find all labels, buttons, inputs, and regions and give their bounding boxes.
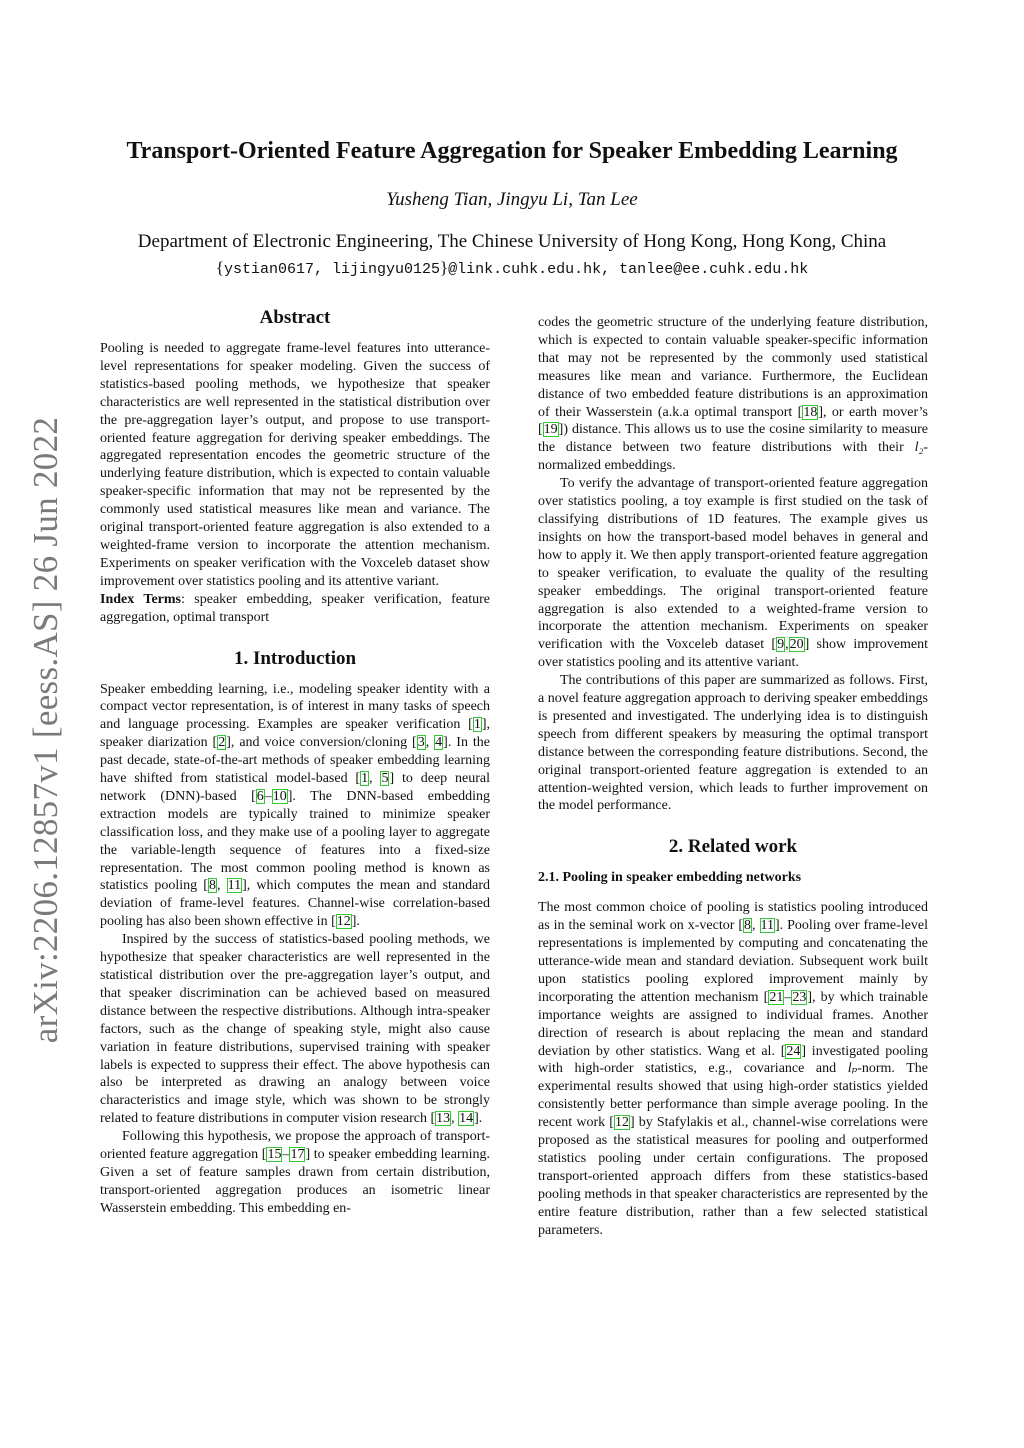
email-domain: @link.cuhk.edu.hk, tanlee@ee.cuhk.edu.hk bbox=[448, 261, 809, 278]
related-work-heading: 2. Related work bbox=[668, 836, 798, 858]
citation-link[interactable]: 18 bbox=[803, 404, 818, 420]
citation-link[interactable]: 8 bbox=[208, 878, 216, 894]
citation-link[interactable]: 5 bbox=[381, 771, 389, 787]
paper-authors: Yusheng Tian, Jingyu Li, Tan Lee bbox=[386, 189, 638, 210]
right-column bbox=[538, 314, 928, 1240]
citation-link[interactable]: 2 bbox=[218, 735, 226, 751]
index-terms-text: : speaker embedding, speaker verification, feature aggregation, optimal transport bbox=[100, 591, 490, 625]
index-terms-label: Index Terms bbox=[100, 591, 181, 607]
citation-link[interactable]: 9 bbox=[777, 637, 785, 653]
citation-link[interactable]: 11 bbox=[227, 878, 242, 894]
citation-link[interactable]: 23 bbox=[792, 989, 807, 1005]
citation-link[interactable]: 14 bbox=[459, 1111, 474, 1127]
intro-paragraph-1: Speaker embedding learning, i.e., modeling speaker identity with a compact vector representation, is of interest in many tasks of speech and language processing. Examples are speaker verification [1], speaker diarization [2], and voice conversion/cloning [3, 4]. In the past decade, state-of-the-art methods of speaker embedding learning have shifted from statistical model-based [1, 5] to deep neural network (DNN)-based [6–10]. The DNN-based embedding extraction models are typically trained to minimize speaker classification loss, and they make use of a pooling layer to aggregate the variable-length sequence of features into a fixed-size representation. The most common pooling method is known as statistics pooling [8, 11], which computes the mean and standard deviation of frame-level features. Channel-wise correlation-based pooling has also been shown effective in [12]. bbox=[100, 681, 491, 930]
citation-link[interactable]: 1 bbox=[361, 771, 369, 787]
intro-paragraph-3: Following this hypothesis, we propose the approach of transport-oriented feature aggregation [15–17] to speaker embedding learning. Given a set of feature samples drawn from certain distribution, transport-oriented aggregation produces an isometric linear Wasserstein embedding. This embedding en- bbox=[100, 1129, 490, 1216]
intro-paragraph-6: The contributions of this paper are summarized as follows. First, a novel feature aggregation approach to deriving speaker embeddings is presented and investigated. The underlying idea is to distinguish speech from different speakers by measuring the optimal transport distance between the corresponding feature distributions. Second, the original transport-oriented feature aggregation is extended to an attention-weighted version, which leads to further improvement on the model performance. bbox=[538, 673, 928, 814]
citation-link[interactable]: 6 bbox=[256, 788, 264, 804]
math-l2: l₂ bbox=[914, 440, 924, 456]
citation-link[interactable]: 17 bbox=[290, 1147, 305, 1163]
citation-link[interactable]: 19 bbox=[543, 422, 558, 438]
citation-link[interactable]: 4 bbox=[435, 735, 443, 751]
citation-link[interactable]: 20 bbox=[789, 637, 804, 653]
email-brace-close: } bbox=[439, 258, 449, 277]
paper-title: Transport-Oriented Feature Aggregation for Speaker Embedding Learning bbox=[126, 138, 898, 164]
abstract-heading: Abstract bbox=[259, 307, 331, 328]
citation-link[interactable]: 8 bbox=[744, 918, 752, 934]
related-work-subheading: 2.1. Pooling in speaker embedding networks bbox=[538, 870, 802, 886]
citation-link[interactable]: 15 bbox=[267, 1147, 282, 1163]
citation-link[interactable]: 12 bbox=[614, 1115, 629, 1131]
citation-link[interactable]: 13 bbox=[436, 1111, 451, 1127]
arxiv-identifier bbox=[20, 416, 72, 1044]
email-list: ystian0617, lijingyu0125 bbox=[223, 261, 440, 278]
abstract-text: Pooling is needed to aggregate frame-level features into utterance-level representations for speaker modeling. Given the success of statistics-based pooling methods, we hypothesize that speaker characteristics are well represented in the statistical distribution over the pre-aggregation layer’s output, and propose to use transport-oriented feature aggregation for deriving speaker embeddings. The aggregated representation encodes the geometric structure of the underlying feature distribution, which is expected to contain valuable speaker-specific information that may not be represented by the commonly used statistical measures like mean and variance. The original transport-oriented feature aggregation is also extended to a weighted-frame version to incorporate the attention mechanism. Experiments on speaker verification with the Voxceleb dataset show improvement over statistics pooling and its attentive variant. bbox=[100, 341, 490, 589]
citation-link[interactable]: 21 bbox=[769, 989, 784, 1005]
related-paragraph-1: The most common choice of pooling is statistics pooling introduced as in the seminal work on x-vector [8, 11]. Pooling over frame-level representations is implemented by computing and concatenating the utterance-wide mean and standard deviation. Subsequent work built upon statistics pooling explored improvement mainly by incorporating the attention mechanism [21–23], by which trainable importance weights are assigned to individual frames. Another direction of research is about replacing the mean and standard deviation by other statistics. Wang et al. [24] investigated pooling with high-order statistics, e.g., covariance and lₚ-norm. The experimental results showed that using high-order statistics yielded consistently better performance than simple average pooling. In the recent work [12] by Stafylakis et al., channel-wise correlations were proposed as the statistical measures for pooling and outperformed statistics pooling under certain configurations. The proposed transport-oriented approach differs from these statistics-based pooling methods in that speaker characteristics are represented by the entire feature distribution, rather than a few selected statistical parameters. bbox=[538, 900, 929, 1238]
citation-link[interactable]: 11 bbox=[760, 918, 774, 934]
paper-emails bbox=[40, 258, 984, 278]
email-brace-open: { bbox=[215, 258, 224, 277]
intro-paragraph-2: Inspired by the success of statistics-based pooling methods, we hypothesize that speaker characteristics are well represented in the statistical distribution over the pre-aggregation layer’s output, and that speaker discrimination can be achieved based on measured distance between the respective distributions. Although intra-speaker factors, such as the change of speaking style, might also cause variation in feature distributions, supervised training with speaker labels is expected to suppress their effect. The above hypothesis can also be interpreted as drawing an analogy between voice characteristics and image style, which was shown to be strongly related to feature distributions in computer vision research [13, 14]. bbox=[100, 932, 490, 1127]
citation-link[interactable]: 10 bbox=[272, 788, 287, 804]
citation-link[interactable]: 24 bbox=[786, 1043, 801, 1059]
citation-link[interactable]: 1 bbox=[473, 717, 481, 733]
citation-link[interactable]: 3 bbox=[417, 735, 425, 751]
paper-affiliation: Department of Electronic Engineering, The Chinese University of Hong Kong, Hong Kong, China bbox=[137, 231, 887, 252]
introduction-heading: 1. Introduction bbox=[233, 647, 357, 669]
intro-paragraph-4: codes the geometric structure of the underlying feature distribution, which is expected to contain valuable speaker-specific information that may not be represented by the commonly used statistical measures like mean and variance. Furthermore, the Euclidean distance of two embedded feature distributions is an approximation of their Wasserstein (a.k.a optimal transport [18], or earth mover’s [19]) distance. This allows us to use the cosine similarity to measure the distance between two feature distributions with their l₂-normalized embeddings. bbox=[538, 315, 928, 474]
intro-paragraph-5: To verify the advantage of transport-oriented feature aggregation over statistics pooling, a toy example is first studied on the task of classifying distributions of 1D features. The example gives us insights on how the transport-based model behaves in general and how to apply it. We then apply transport-oriented feature aggregation to speaker verification, to evaluate the quality of the resulting speaker embeddings. The original transport-oriented feature aggregation is also extended to a weighted-frame version to incorporate the attention mechanism. Experiments on speaker verification with the Voxceleb dataset [9,20] show improvement over statistics pooling and its attentive variant. bbox=[538, 476, 928, 671]
left-column bbox=[100, 306, 490, 1218]
math-lp: lₚ bbox=[847, 1061, 858, 1077]
citation-link[interactable]: 12 bbox=[336, 914, 351, 930]
arxiv-identifier-text: arXiv:2206.12857v1 [eess.AS] 26 Jun 2022 bbox=[26, 416, 65, 1044]
index-terms bbox=[100, 591, 490, 627]
